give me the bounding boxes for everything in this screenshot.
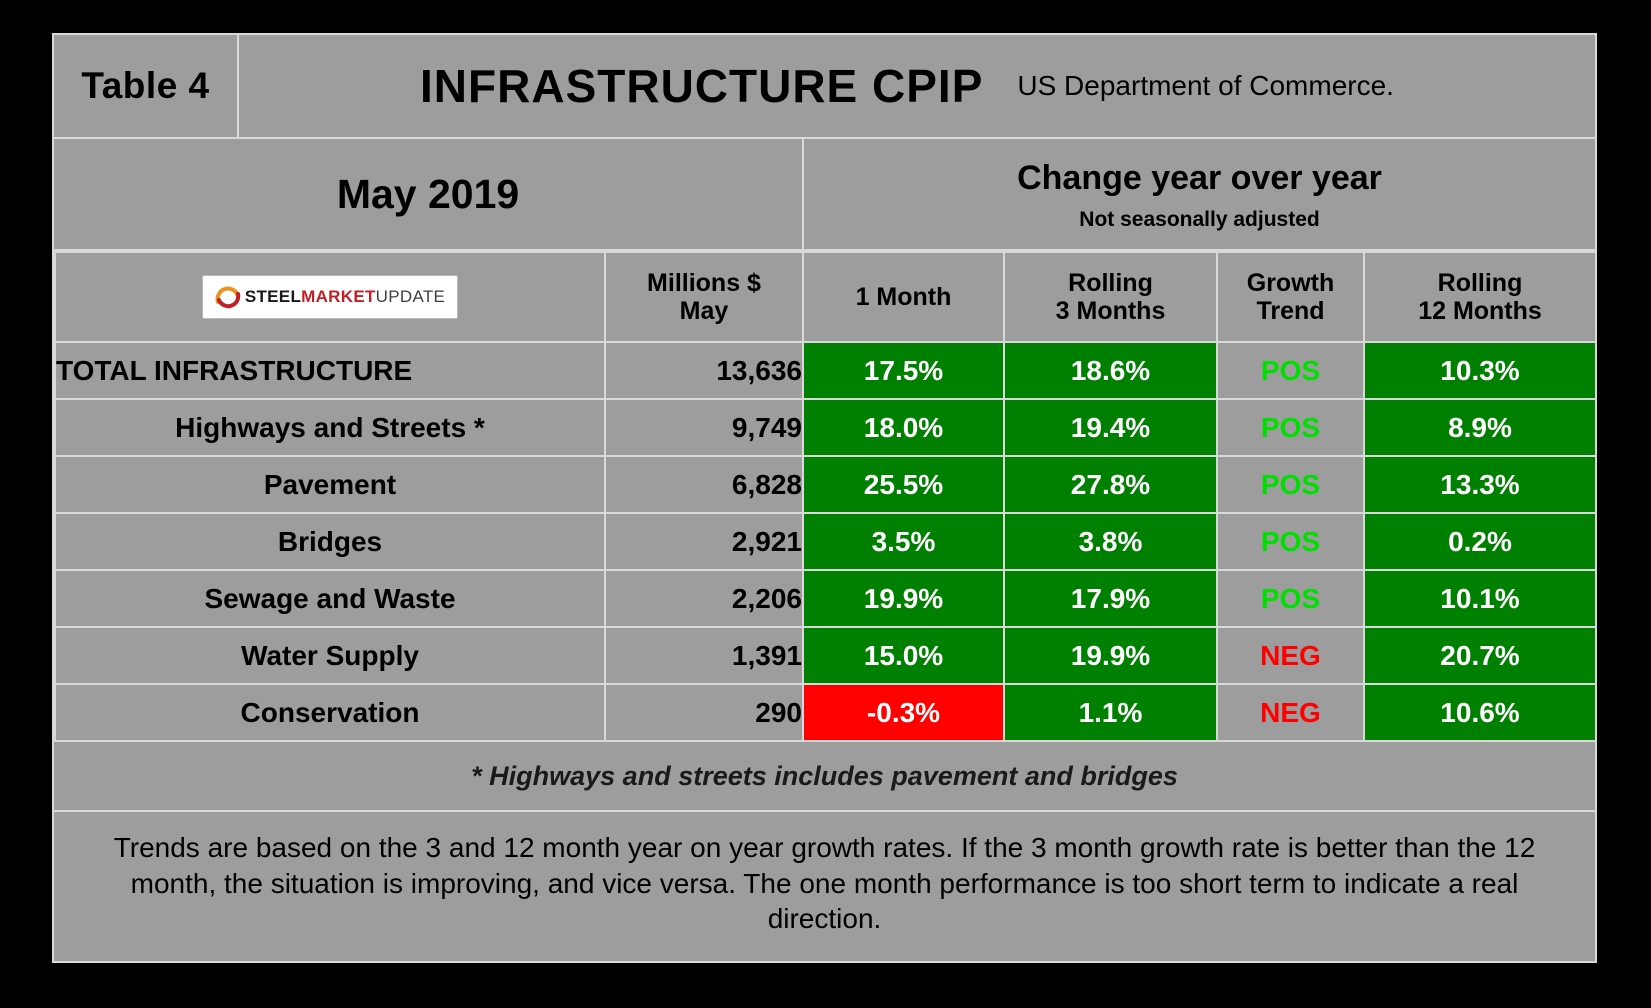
- row-millions-value: 2,206: [605, 570, 803, 627]
- row-category-label: Conservation: [55, 684, 605, 741]
- row-growth-trend-badge: NEG: [1217, 684, 1364, 741]
- seasonal-adjust-note: Not seasonally adjusted: [1079, 207, 1320, 231]
- column-header-rolling-3-line1: Rolling: [1068, 269, 1153, 297]
- column-header-rolling-12-line1: Rolling: [1437, 269, 1523, 297]
- row-growth-trend-badge: POS: [1217, 513, 1364, 570]
- column-header-rolling-12: [1364, 252, 1596, 342]
- column-header-one-month: 1 Month: [803, 252, 1004, 342]
- row-category-label: Water Supply: [55, 627, 605, 684]
- row-millions-value: 13,636: [605, 342, 803, 399]
- data-table: [54, 251, 1597, 742]
- table-row: [55, 456, 1596, 513]
- row-category-label: Bridges: [55, 513, 605, 570]
- row-rolling-3-change: 27.8%: [1004, 456, 1217, 513]
- row-one-month-change: -0.3%: [803, 684, 1004, 741]
- table-number-label: Table 4: [54, 35, 239, 137]
- steel-market-update-logo: [202, 275, 458, 318]
- infrastructure-cpip-table-card: [52, 33, 1597, 963]
- row-one-month-change: 18.0%: [803, 399, 1004, 456]
- row-rolling-3-change: 3.8%: [1004, 513, 1217, 570]
- row-growth-trend-badge: NEG: [1217, 627, 1364, 684]
- row-rolling-3-change: 19.9%: [1004, 627, 1217, 684]
- row-rolling-3-change: 17.9%: [1004, 570, 1217, 627]
- row-rolling-12-change: 8.9%: [1364, 399, 1596, 456]
- column-header-growth-line2: Trend: [1256, 297, 1325, 325]
- row-rolling-12-change: 0.2%: [1364, 513, 1596, 570]
- row-growth-trend-badge: POS: [1217, 399, 1364, 456]
- source-label: US Department of Commerce.: [1017, 70, 1394, 101]
- table-header: [55, 252, 1596, 342]
- row-one-month-change: 15.0%: [803, 627, 1004, 684]
- row-millions-value: 6,828: [605, 456, 803, 513]
- column-header-growth-trend: [1217, 252, 1364, 342]
- change-header-block: [804, 139, 1595, 249]
- row-millions-value: 1,391: [605, 627, 803, 684]
- page-title: INFRASTRUCTURE CPIP: [420, 60, 984, 112]
- row-rolling-12-change: 10.3%: [1364, 342, 1596, 399]
- row-one-month-change: 17.5%: [803, 342, 1004, 399]
- explanatory-note: Trends are based on the 3 and 12 month year on year growth rates. If the 3 month growth rate is better than the 12 month, the situation is improving, and vice versa. The one month performance is too short term to indicate a real direction.: [113, 831, 1536, 935]
- row-rolling-12-change: 13.3%: [1364, 456, 1596, 513]
- column-header-millions-line1: Millions $: [647, 269, 761, 297]
- table-row: [55, 684, 1596, 741]
- table-row: [55, 342, 1596, 399]
- logo-text-steel: STEEL: [244, 287, 302, 307]
- row-rolling-3-change: 18.6%: [1004, 342, 1217, 399]
- row-category-label: TOTAL INFRASTRUCTURE: [55, 342, 605, 399]
- title-row: [54, 35, 1595, 139]
- row-millions-value: 2,921: [605, 513, 803, 570]
- row-one-month-change: 19.9%: [803, 570, 1004, 627]
- table-row: [55, 570, 1596, 627]
- row-millions-value: 290: [605, 684, 803, 741]
- row-growth-trend-badge: POS: [1217, 456, 1364, 513]
- swoosh-icon: [215, 285, 241, 309]
- change-title: Change year over year: [1017, 159, 1382, 198]
- table-row: [55, 627, 1596, 684]
- table-row: [55, 513, 1596, 570]
- table-body: [55, 342, 1596, 741]
- row-category-label: Pavement: [55, 456, 605, 513]
- logo-text-update: UPDATE: [375, 287, 446, 307]
- row-rolling-3-change: 19.4%: [1004, 399, 1217, 456]
- row-millions-value: 9,749: [605, 399, 803, 456]
- column-header-rolling-3-line2: 3 Months: [1055, 297, 1166, 325]
- column-header-rolling-3: [1004, 252, 1217, 342]
- table-header-row: [55, 252, 1596, 342]
- table-row: [55, 399, 1596, 456]
- row-growth-trend-badge: POS: [1217, 342, 1364, 399]
- row-rolling-12-change: 20.7%: [1364, 627, 1596, 684]
- period-label: May 2019: [54, 139, 804, 249]
- column-header-millions-line2: May: [679, 297, 729, 325]
- row-rolling-12-change: 10.1%: [1364, 570, 1596, 627]
- row-rolling-12-change: 10.6%: [1364, 684, 1596, 741]
- title-block: [239, 35, 1595, 137]
- row-one-month-change: 25.5%: [803, 456, 1004, 513]
- row-rolling-3-change: 1.1%: [1004, 684, 1217, 741]
- footnote: * Highways and streets includes pavement and bridges: [54, 742, 1595, 812]
- column-header-rolling-12-line2: 12 Months: [1418, 297, 1542, 325]
- row-category-label: Sewage and Waste: [55, 570, 605, 627]
- row-growth-trend-badge: POS: [1217, 570, 1364, 627]
- column-header-millions: [605, 252, 803, 342]
- row-category-label: Highways and Streets *: [55, 399, 605, 456]
- column-header-growth-line1: Growth: [1246, 269, 1335, 297]
- subheader-row: [54, 139, 1595, 251]
- smu-logo-cell: [55, 252, 605, 342]
- row-one-month-change: 3.5%: [803, 513, 1004, 570]
- logo-text-market: MARKET: [301, 287, 376, 307]
